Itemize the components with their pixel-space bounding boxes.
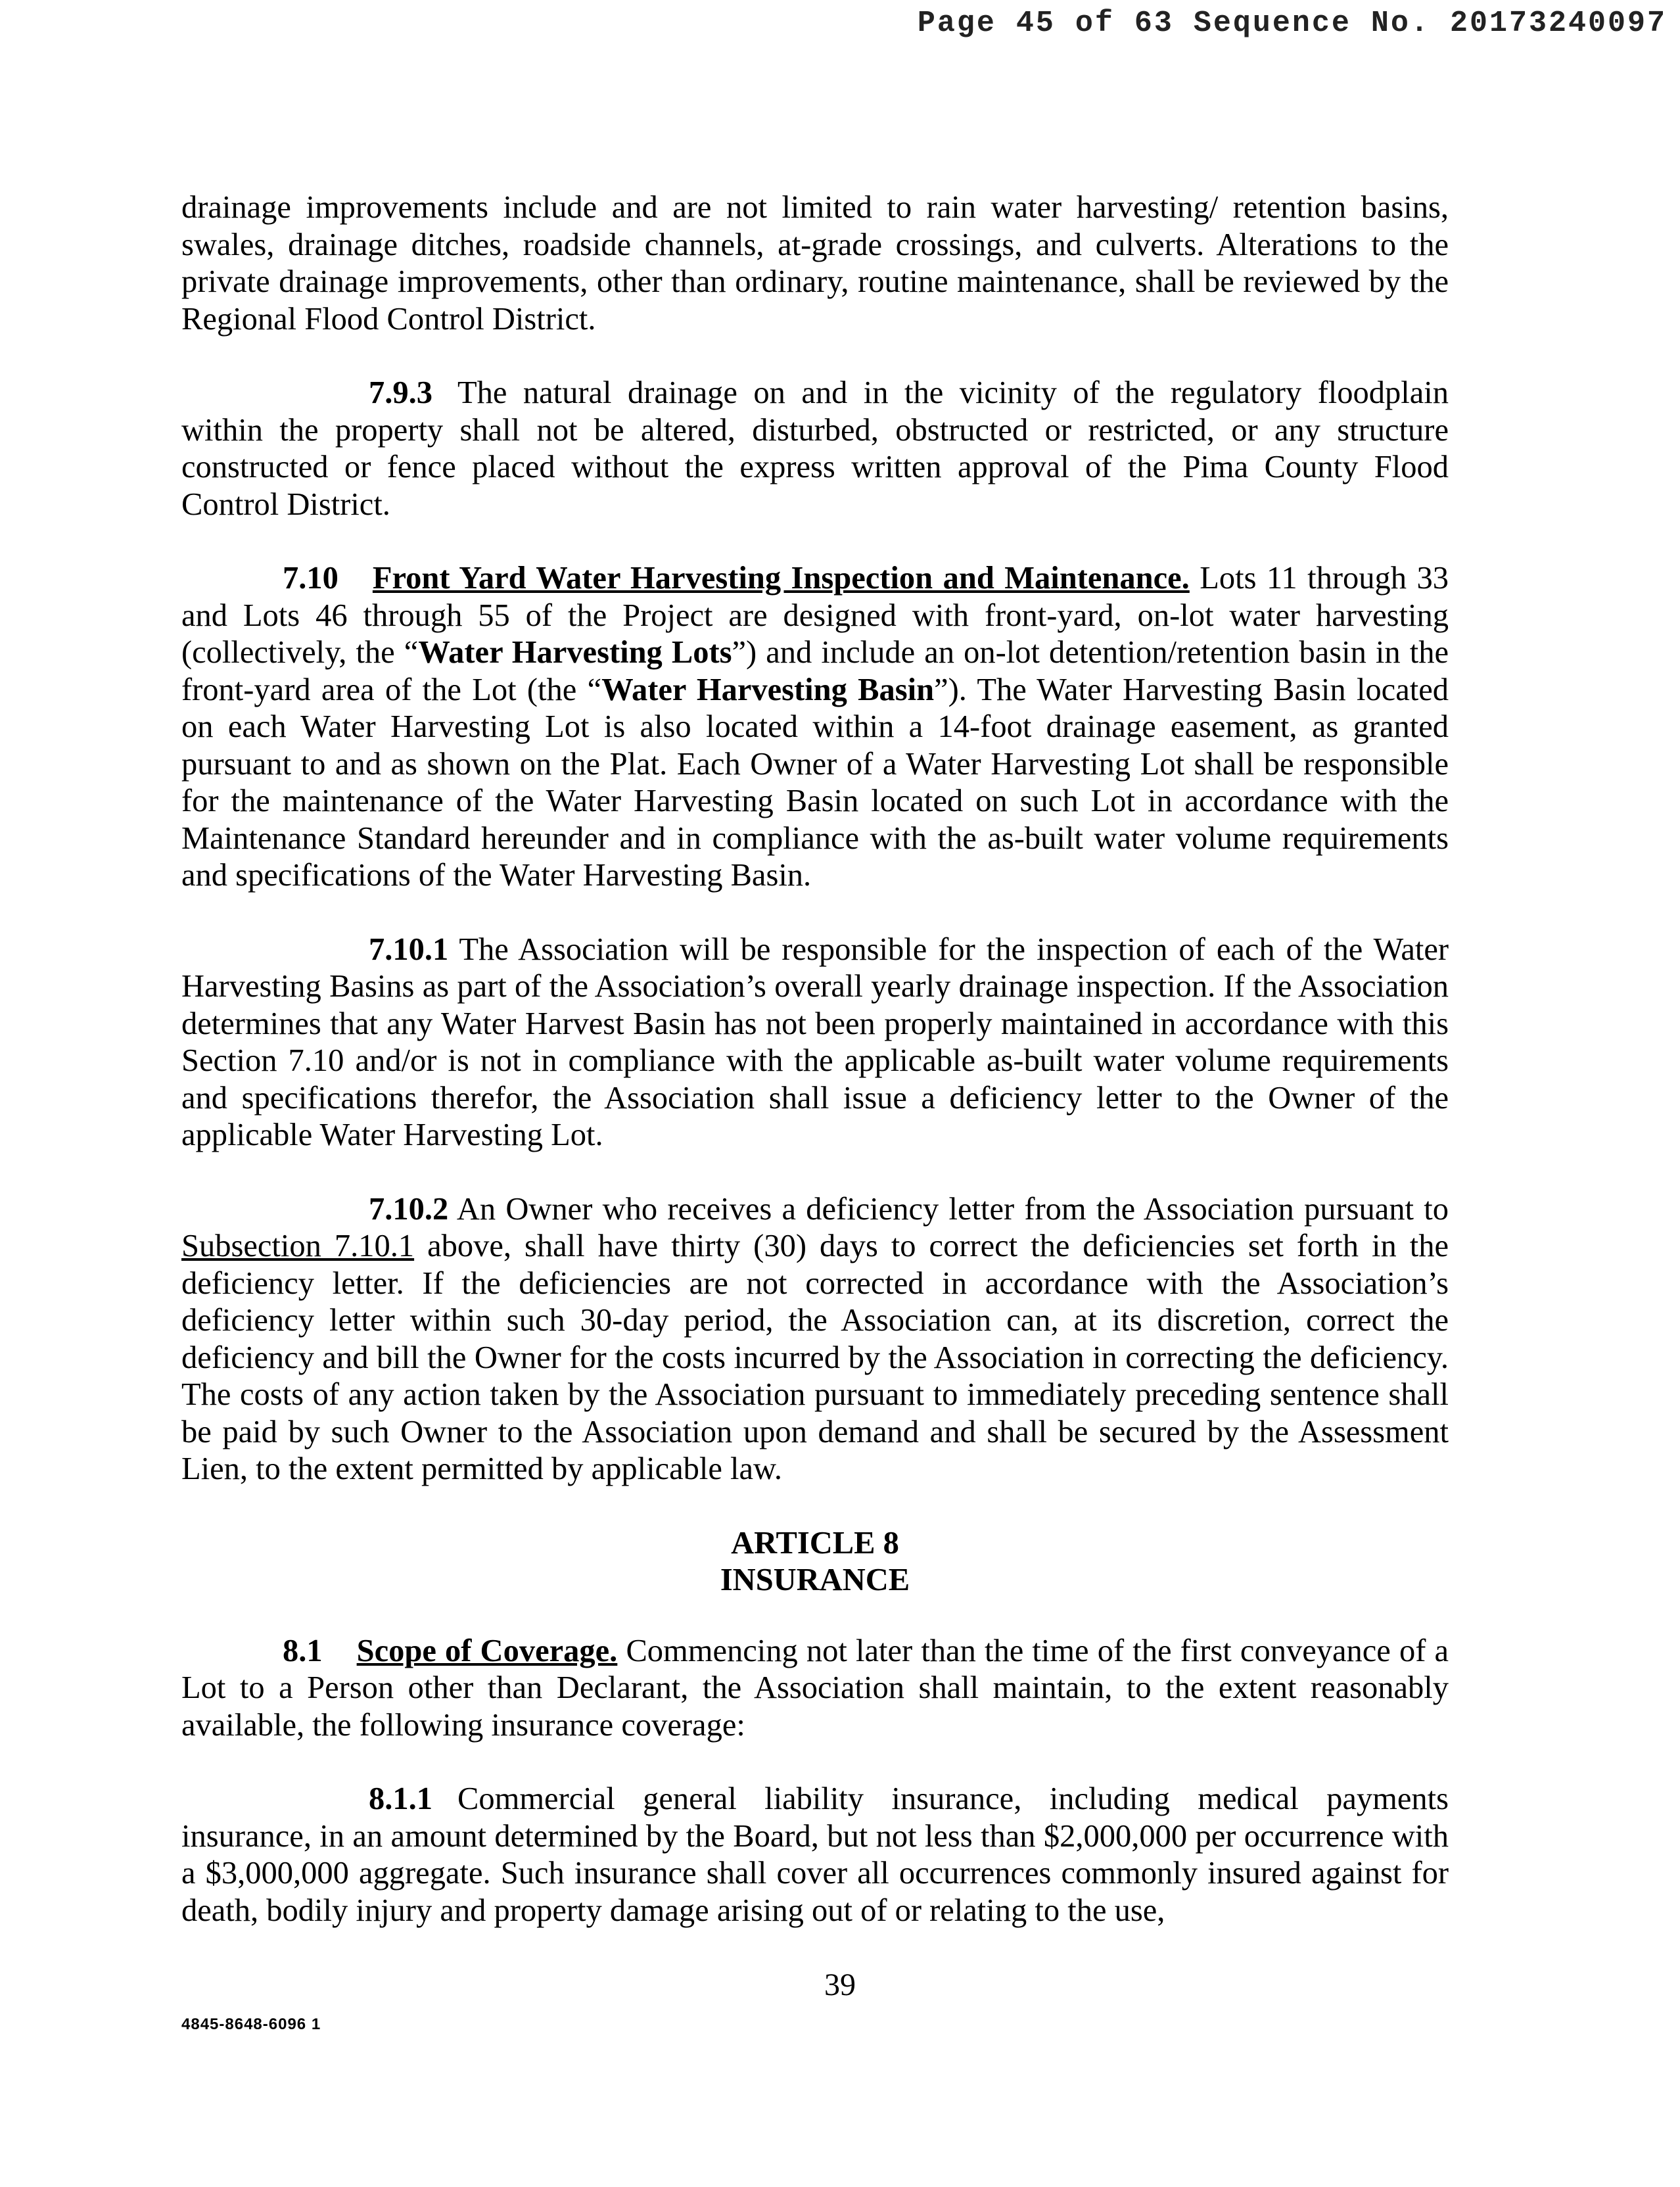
defined-term: Water Harvesting Basin: [601, 672, 935, 707]
section-text: Lots 11 through 33 and Lots 46 through 55 of the Project are designed with front-yard, on-lot water harvesting (collectively, the “: [181, 561, 1449, 670]
section-number: 7.10.1: [369, 931, 449, 967]
section-text: Commencing not later than the time of the first conveyance of a Lot to a Person other than Declarant, the Association shall maintain, to the extent reasonably available, the following insurance coverage:: [181, 1633, 1449, 1743]
section-number: 8.1: [283, 1633, 323, 1668]
article-heading: [181, 1525, 1449, 1599]
section-title: Front Yard Water Harvesting Inspection and Maintenance.: [372, 561, 1190, 596]
section-number: 7.10: [283, 561, 338, 596]
section-text: An Owner who receives a deficiency letter from the Association pursuant to: [456, 1191, 1449, 1227]
section-text: ”). The Water Harvesting Basin located on each Water Harvesting Lot is also located within a 14-foot drainage easement, as granted pursuant to and as shown on the Plat. Each Owner of a Water Harvesting Lot shall be responsible for the maintenance of the Water Harvesting Basin located on such Lot in accordance with the Maintenance Standard hereunder and in compliance with the as-built water volume requirements and specifications of the Water Harvesting Basin.: [181, 672, 1449, 893]
section-8-1: [181, 1633, 1449, 1745]
section-7-10: [181, 560, 1449, 895]
section-number: 8.1.1: [369, 1781, 432, 1816]
paragraph-drainage-improvements: drainage improvements include and are not limited to rain water harvesting/ retention basins, swales, drainage ditches, roadside channels, at-grade crossings, and culverts. Alterations to the private drainage improvements, other than ordinary, routine maintenance, shall be reviewed by the Regional Flood Control District.: [181, 190, 1449, 337]
defined-term: Water Harvesting Lots: [418, 635, 732, 670]
section-number: 7.10.2: [369, 1191, 449, 1227]
section-text: The Association will be responsible for the inspection of each of the Water Harvesting Basins as part of the Association’s overall yearly drainage inspection. If the Association determines that any Water Harvest Basin has not been properly maintained in accordance with this Section 7.10 and/or is not in compliance with the applicable as-built water volume requirements and specifications therefor, the Association shall issue a deficiency letter to the Owner of the applicable Water Harvesting Lot.: [181, 931, 1449, 1152]
document-id: 4845-8648-6096 1: [181, 2015, 321, 2033]
article-title: INSURANCE: [720, 1562, 910, 1597]
article-number: ARTICLE 8: [731, 1525, 899, 1561]
section-number: 7.9.3: [369, 375, 432, 410]
page-number: 39: [824, 1967, 856, 2002]
section-8-1-1: [181, 1781, 1449, 1929]
section-7-10-2: [181, 1191, 1449, 1488]
section-text: above, shall have thirty (30) days to correct the deficiencies set forth in the deficiency letter. If the deficiencies are not corrected in accordance with the Association’s deficiency letter within such 30-day period, the Association can, at its discretion, correct the deficiency and bill the Owner for the costs incurred by the Association in correcting the deficiency. The costs of any action taken by the Association pursuant to immediately preceding sentence shall be paid by such Owner to the Association upon demand and shall be secured by the Assessment Lien, to the extent permitted by applicable law.: [181, 1229, 1449, 1486]
section-7-10-1: [181, 931, 1449, 1154]
section-text: The natural drainage on and in the vicinity of the regulatory floodplain within the property shall not be altered, disturbed, obstructed or restricted, or any structure constructed or fence placed without the express written approval of the Pima County Flood Control District.: [181, 375, 1449, 522]
section-7-9-3: [181, 375, 1449, 523]
section-title: Scope of Coverage.: [356, 1633, 618, 1668]
document-body: [181, 189, 1449, 1966]
sequence-header: Page 45 of 63 Sequence No. 20173240097: [917, 7, 1667, 40]
section-text: Commercial general liability insurance, including medical payments insurance, in an amount determined by the Board, but not less than $2,000,000 per occurrence with a $3,000,000 aggregate. Such insurance shall cover all occurrences commonly insured against for death, bodily injury and property damage arising out of or relating to the use,: [181, 1781, 1449, 1928]
subsection-reference: Subsection 7.10.1: [181, 1229, 415, 1263]
section-text: ”) and include an on-lot detention/retention basin in the front-yard area of the Lot (the “: [181, 635, 1449, 707]
